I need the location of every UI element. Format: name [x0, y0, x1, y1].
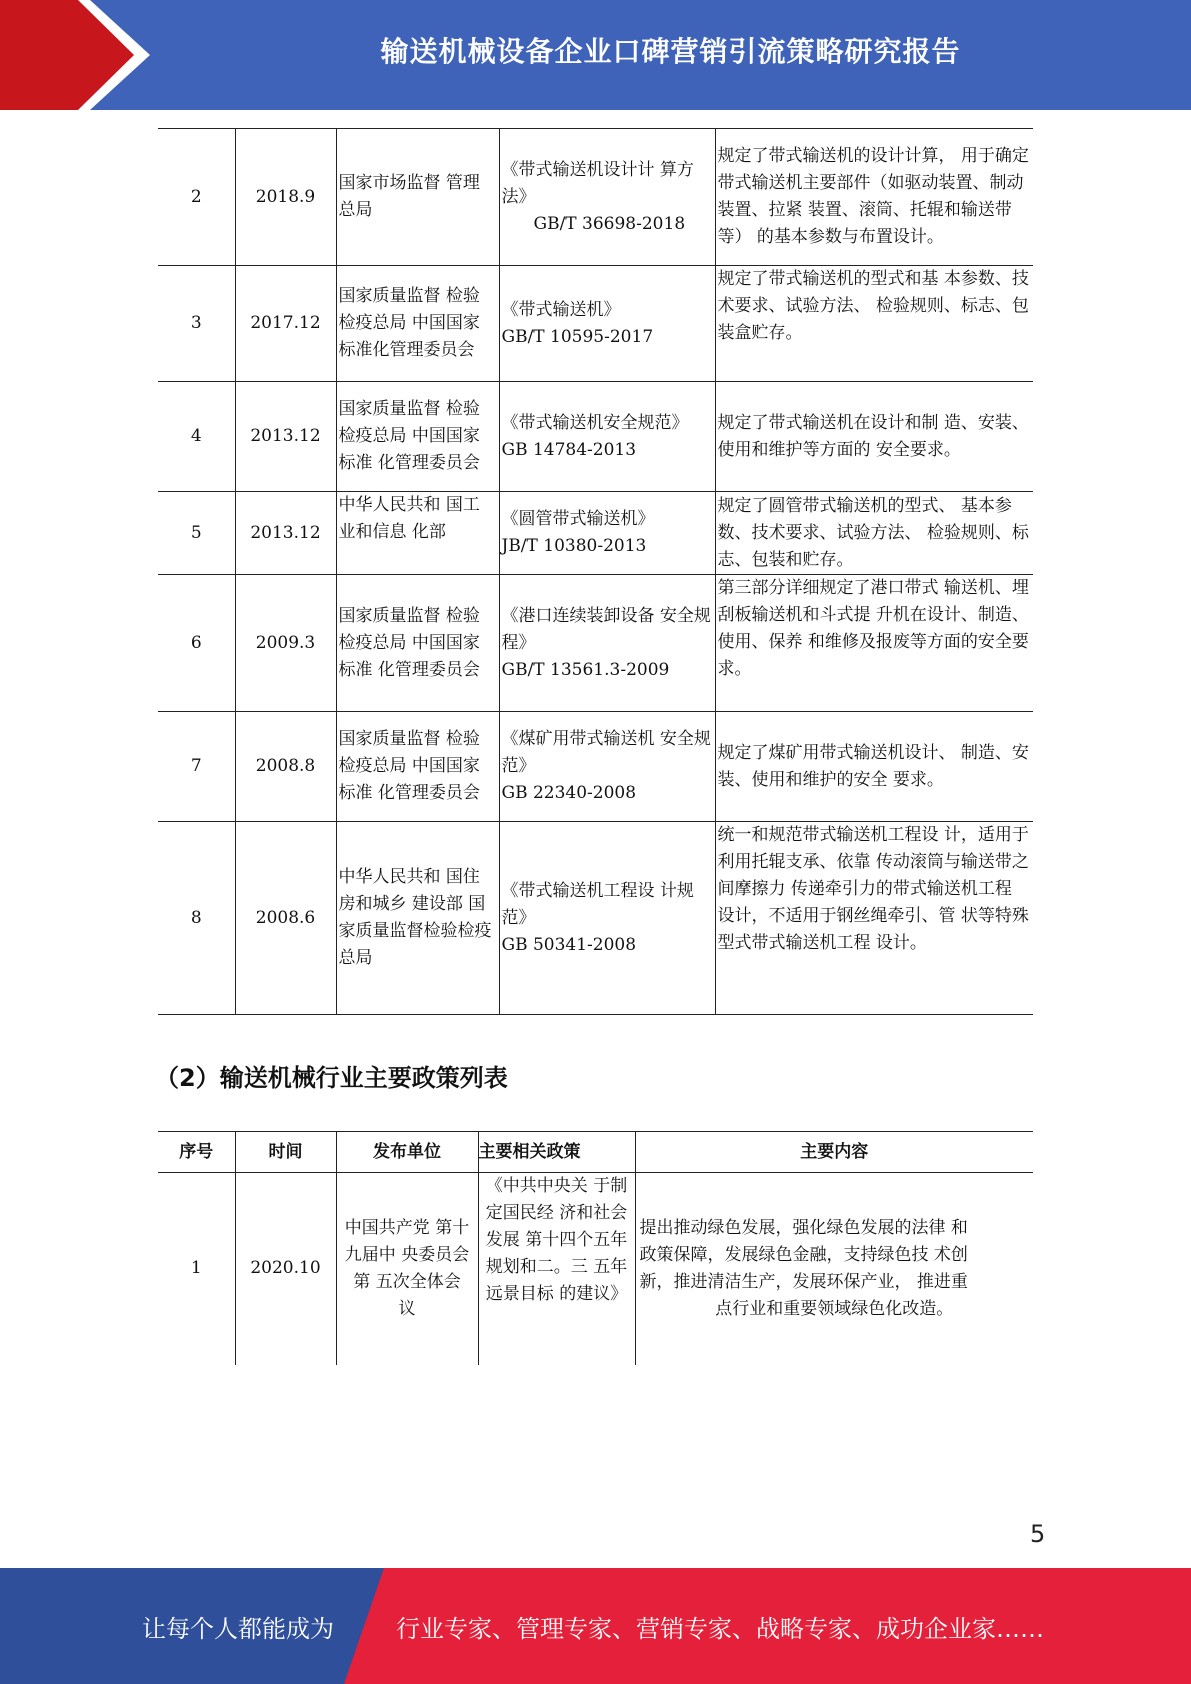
header-content: 主要内容 — [635, 1132, 1033, 1173]
table-row — [158, 382, 1033, 492]
table-row — [158, 712, 1033, 822]
table-row — [158, 492, 1033, 575]
footer-slogan-right: 行业专家、管理专家、营销专家、战略专家、成功企业家…… — [396, 1614, 1044, 1643]
row-standard — [499, 712, 715, 822]
table-header-row — [158, 1132, 1033, 1173]
row-issuer: 国家质量监督 检验检疫总局 中国国家标准 化管理委员会 — [336, 712, 499, 822]
page-header — [0, 0, 1191, 110]
row-number: 3 — [158, 266, 235, 382]
row-date: 2009.3 — [235, 575, 336, 712]
header-number: 序号 — [158, 1132, 235, 1173]
table-row — [158, 266, 1033, 382]
row-date: 2013.12 — [235, 382, 336, 492]
content-line: 点行业和重要领域绿色化改造。 — [715, 1298, 954, 1319]
row-issuer: 国家质量监督 检验检疫总局 中国国家标准化管理委员会 — [336, 266, 499, 382]
standard-title: 《带式输送机安全规范》 — [501, 412, 689, 433]
row-date: 2018.9 — [235, 129, 336, 266]
standard-code: GB/T 36698-2018 — [533, 213, 686, 234]
section-heading: （2）输送机械行业主要政策列表 — [155, 1064, 508, 1092]
row-content: 规定了带式输送机的设计计算， 用于确定带式输送机主要部件（如驱动装置、制动装置、拉紧 装置、滚筒、托辊和输送带等） 的基本参数与布置设计。 — [715, 129, 1033, 266]
row-date: 2013.12 — [235, 492, 336, 575]
row-number: 7 — [158, 712, 235, 822]
row-issuer: 国家质量监督 检验检疫总局 中国国家标准 化管理委员会 — [336, 575, 499, 712]
content-line: 新，推进清洁生产，发展环保产业， 推进重 — [639, 1271, 968, 1292]
table-row — [158, 822, 1033, 1015]
standard-code: GB/T 10595-2017 — [501, 326, 654, 347]
footer-slogan-left: 让每个人都能成为 — [142, 1614, 334, 1643]
row-standard — [499, 129, 715, 266]
row-number: 8 — [158, 822, 235, 1015]
header-red-arrow-decoration — [0, 0, 160, 110]
standard-code: GB 22340-2008 — [501, 783, 637, 803]
policy-table — [158, 1131, 1033, 1365]
standard-code: GB 14784-2013 — [501, 439, 637, 460]
header-policy: 主要相关政策 — [478, 1132, 635, 1173]
standard-title: 《港口连续装卸设备 安全规程》 — [501, 605, 711, 653]
row-date: 2008.8 — [235, 712, 336, 822]
row-number: 1 — [158, 1173, 235, 1365]
standard-title: 《圆管带式输送机》 — [501, 509, 655, 529]
row-issuer: 国家质量监督 检验检疫总局 中国国家标准 化管理委员会 — [336, 382, 499, 492]
report-title: 输送机械设备企业口碑营销引流策略研究报告 — [380, 35, 961, 68]
row-policy: 《中共中央关 于制定国民经 济和社会发展 第十四个五年 规划和二。三 五年远景目标 的建议》 — [478, 1173, 635, 1365]
table-row — [158, 575, 1033, 712]
standard-title: 《煤矿用带式输送机 安全规范》 — [501, 729, 711, 776]
row-content: 第三部分详细规定了港口带式 输送机、埋刮板输送机和斗式提 升机在设计、制造、使用、保养 和维修及报废等方面的安全要 求。 — [715, 575, 1033, 712]
row-number: 2 — [158, 129, 235, 266]
row-content — [635, 1173, 1033, 1365]
standard-title: 《带式输送机设计计 算方法》 — [501, 159, 694, 207]
table-row — [158, 129, 1033, 266]
row-number: 6 — [158, 575, 235, 712]
row-issuer: 中华人民共和 国住房和城乡 建设部 国家质量监督检验检疫总局 — [336, 822, 499, 1015]
row-content: 规定了带式输送机在设计和制 造、安装、使用和维护等方面的 安全要求。 — [715, 382, 1033, 492]
content-line: 政策保障，发展绿色金融，支持绿色技 术创 — [639, 1244, 968, 1265]
row-issuer: 国家市场监督 管理总局 — [336, 129, 499, 266]
row-standard — [499, 822, 715, 1015]
row-standard — [499, 575, 715, 712]
row-issuer: 中华人民共和 国工业和信息 化部 — [336, 492, 499, 575]
standard-code: GB/T 13561.3-2009 — [501, 659, 670, 680]
row-number: 5 — [158, 492, 235, 575]
page-footer — [0, 1568, 1191, 1684]
row-content: 统一和规范带式输送机工程设 计，适用于利用托辊支承、依靠 传动滚筒与输送带之间摩擦力 传递牵引力的带式输送机工程 设计，不适用于钢丝绳牵引、管 状等特殊型式带式输送机工程 设计。 — [715, 822, 1033, 1015]
row-issuer: 中国共产党 第十九届中 央委员会第 五次全体会 议 — [336, 1173, 478, 1365]
row-standard — [499, 492, 715, 575]
standards-table — [158, 128, 1033, 1015]
row-date: 2008.6 — [235, 822, 336, 1015]
row-number: 4 — [158, 382, 235, 492]
row-date: 2020.10 — [235, 1173, 336, 1365]
row-standard — [499, 382, 715, 492]
table-row — [158, 1173, 1033, 1365]
content-line: 提出推动绿色发展，强化绿色发展的法律 和 — [639, 1217, 968, 1238]
standard-code: GB 50341-2008 — [501, 934, 637, 955]
row-standard — [499, 266, 715, 382]
standard-title: 《带式输送机工程设 计规范》 — [501, 880, 694, 928]
row-content: 规定了煤矿用带式输送机设计、 制造、安装、使用和维护的安全 要求。 — [715, 712, 1033, 822]
row-content: 规定了带式输送机的型式和基 本参数、技术要求、试验方法、 检验规则、标志、包装盒贮存。 — [715, 266, 1033, 382]
header-date: 时间 — [235, 1132, 336, 1173]
standard-code: JB/T 10380-2013 — [501, 536, 647, 556]
row-date: 2017.12 — [235, 266, 336, 382]
header-issuer: 发布单位 — [336, 1132, 478, 1173]
page-number: 5 — [1030, 1520, 1046, 1548]
row-content: 规定了圆管带式输送机的型式、 基本参数、技术要求、试验方法、 检验规则、标志、包装和贮存。 — [715, 492, 1033, 575]
standard-title: 《带式输送机》 — [501, 299, 621, 320]
